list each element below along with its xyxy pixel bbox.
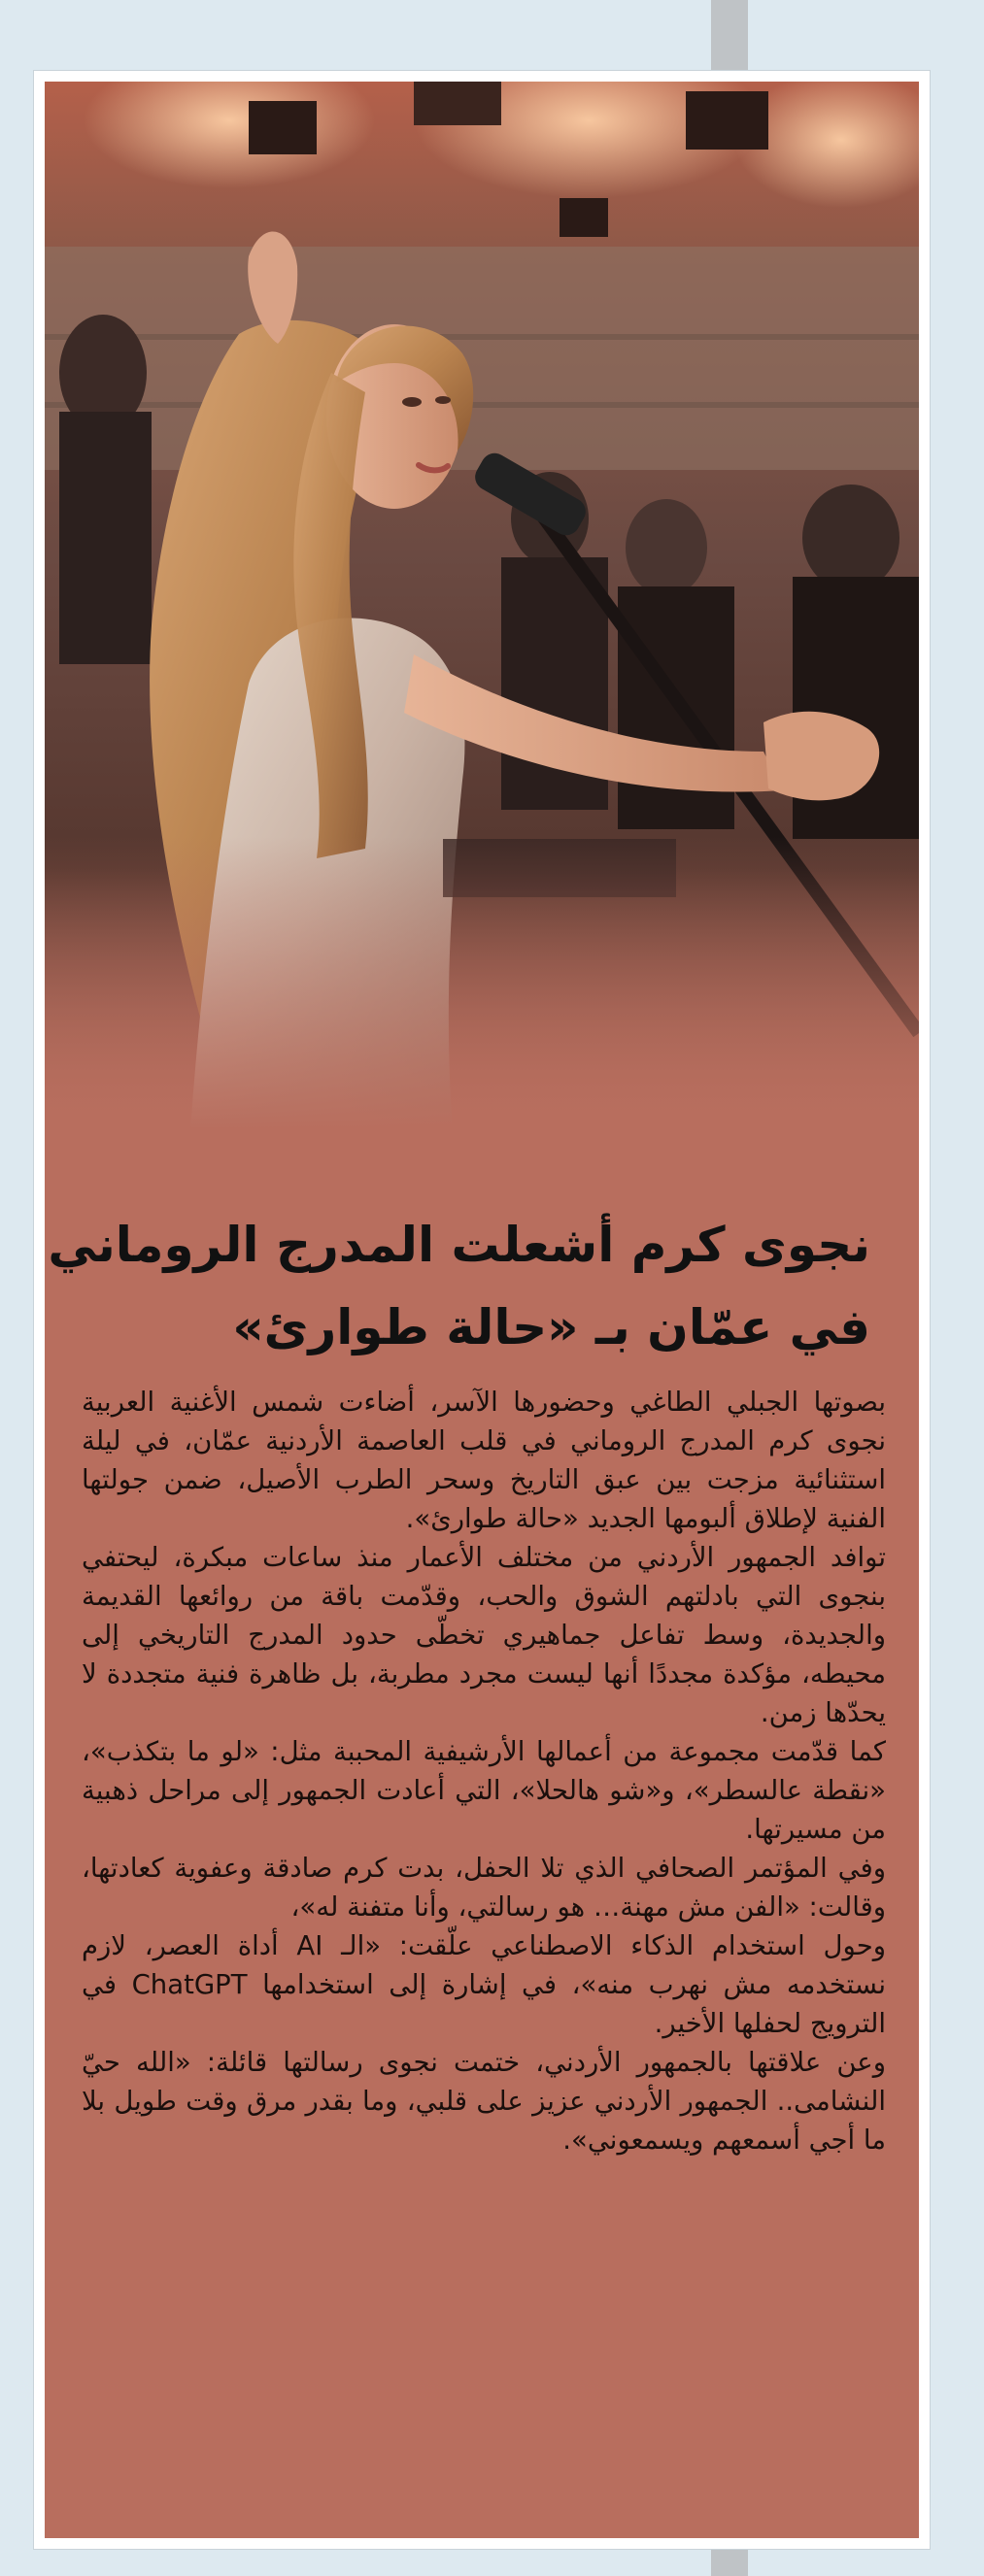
headline-line-1: نجوى كرم أشعلت المدرج الروماني	[48, 1217, 870, 1273]
article-paragraph: توافد الجمهور الأردني من مختلف الأعمار منذ ساعات مبكرة، ليحتفي بنجوى التي بادلتهم الشوق والحب، وقدّمت باقة من روائعها القديمة والجديدة، وسط تفاعل جماهيري تخطّى حدود المدرج التاريخي إلى محيطه، مؤكدة مجددًا أنها ليست مجرد مطربة، بل ظاهرة فنية متجددة لا يحدّها زمن.	[82, 1542, 886, 1728]
article-panel	[45, 82, 919, 2538]
article-paragraph: وعن علاقتها بالجمهور الأردني، ختمت نجوى رسالتها قائلة: «الله حيّ النشامى.. الجمهور الأردني عزيز على قلبي، وما بقدر مرق وقت طويل بلا ما أجي أسمعهم ويسمعوني».	[82, 2047, 886, 2156]
concert-photo	[45, 82, 919, 1130]
article-paragraph: وفي المؤتمر الصحافي الذي تلا الحفل، بدت كرم صادقة وعفوية كعادتها، وقالت: «الفن مش مهنة… هو رسالتي، وأنا متفنة له»،	[82, 1853, 886, 1923]
article-paragraph: كما قدّمت مجموعة من أعمالها الأرشيفية المحببة مثل: «لو ما بتكذب»، «نقطة عالسطر»، و«شو هالحلا»، التي أعادت الجمهور إلى مراحل ذهبية من مسيرتها.	[82, 1736, 886, 1845]
article-body	[82, 1383, 886, 2159]
article-paragraph: وحول استخدام الذكاء الاصطناعي علّقت: «الـ AI أداة العصر، لازم نستخدمه مش نهرب منه»، في إشارة إلى استخدامها ChatGPT في الترويج لحفلها الأخير.	[82, 1930, 886, 2039]
headline-line-2: في عمّان بـ «حالة طوارئ»	[232, 1299, 870, 1355]
article-paragraph: بصوتها الجبلي الطاغي وحضورها الآسر، أضاءت شمس الأغنية العربية نجوى كرم المدرج الروماني في قلب العاصمة الأردنية عمّان، في ليلة استثنائية مزجت بين عبق التاريخ وسحر الطرب الأصيل، ضمن جولتها الفنية لإطلاق ألبومها الجديد «حالة طوارئ».	[82, 1387, 886, 1534]
